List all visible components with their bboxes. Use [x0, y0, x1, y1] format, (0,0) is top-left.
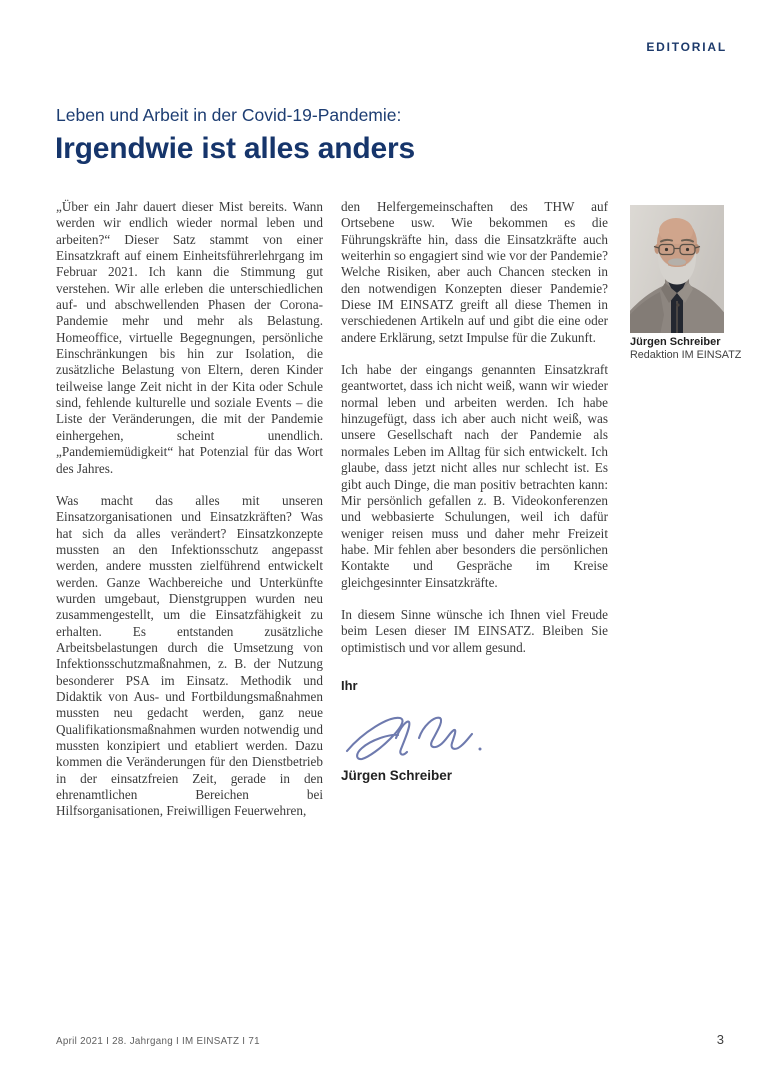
page-title: Irgendwie ist alles anders [55, 132, 415, 165]
paragraph: Was macht das alles mit unseren Einsatzorganisationen und Einsatzkräften? Was hat sich da alles verändert? Einsatzkonzepte mussten an den Infektionsschutz angepasst werden, andere mussten zielführend entwickelt werden. Ganze Wachbereiche und Unterkünfte wurden umgebaut, Dienstgruppen wurden neu zusammengestellt, um die Einsatzfähigkeit zu erhalten. Es entstanden zusätzliche Arbeitsbelastungen durch die Umsetzung von Infektionsschutzmaßnahmen, z. B. der Nutzung besonderer PSA im Einsatz. Methodik und Didaktik von Aus- und Fortbildungsmaßnahmen mussten neu gedacht werden, ganz neue Qualifikationsmaßnahmen wurden notwendig und mussten konzipiert und etabliert werden. Dazu kommen die Veränderungen für den Dienstbetrieb in der einsatzfreien Zeit, gerade in den ehrenamtlichen Bereichen bei Hilfsorganisationen, Freiwilligen Feuerwehren, [56, 492, 323, 819]
paragraph: den Helfergemeinschaften des THW auf Ortsebene usw. Wie bekommen es die Führungskräfte hin, dass die Einsatzkräfte auch weiterhin so engagiert sind wie vor der Pandemie? Welche Risiken, aber auch Chancen stecken in den notwendigen Konzepten dieser Pandemie? Diese IM EINSATZ greift all diese Themen in verschiedenen Artikeln auf und gibt die eine oder andere Erklärung, setzt Impulse für die Zukunft. [341, 199, 608, 345]
article-kicker: Leben und Arbeit in der Covid-19-Pandemie: [56, 105, 402, 125]
signoff-label: Ihr [341, 677, 358, 693]
portrait-caption-role: Redaktion IM EINSATZ [630, 349, 742, 361]
text-column-right [341, 199, 608, 785]
page-number: 3 [716, 1032, 724, 1047]
portrait-illustration [630, 205, 724, 333]
text-column-left [56, 199, 323, 836]
portrait-photo [630, 205, 724, 333]
paragraph: „Über ein Jahr dauert dieser Mist bereits. Wann werden wir endlich wieder normal leben und arbeiten?“ Dieser Satz stammt von einer Einsatzkraft auf einem Einheitsführerlehrgang im Februar 2021. Ich kann die Stimmung gut verstehen. Wir alle erleben die unterschiedlichen auf- und abschwellenden Phasen der Corona-Pandemie mehr und mehr als Belastung. Homeoffice, virtuelle Begegnungen, persönliche Einschränkungen bis hin zur Isolation, die zusätzliche Belastung von Eltern, deren Kinder teilweise lange Zeit nicht in der Kita oder Schule sind, fehlende kulturelle und soziale Events – die Liste der Veränderungen, die mit der Pandemie einhergehen, scheint unendlich. „Pandemiemüdigkeit“ hat Potenzial für das Wort des Jahres. [56, 199, 323, 476]
signature-image [343, 704, 493, 766]
paragraph: In diesem Sinne wünsche ich Ihnen viel Freude beim Lesen dieser IM EINSATZ. Bleiben Sie optimistisch und vor allem gesund. [341, 606, 608, 655]
paragraph: Ich habe der eingangs genannten Einsatzkraft geantwortet, dass ich nicht weiß, wann wir wieder normal leben und arbeiten werden. Ich habe hinzugefügt, dass ich aber auch nicht weiß, was unsere Gesellschaft nach der Pandemie als normales Leben im Alltag für sich entwickelt. Ich glaube, dass jetzt nicht alles nur schlecht ist. Es gibt auch Dinge, die man positiv betrachten kann: Mir persönlich gefallen z. B. Videokonferenzen und webbasierte Schulungen, weil ich dafür weniger reisen muss und daher mehr Freizeit habe. Mir fehlen aber besonders die persönlichen Kontakte und Gespräche im Kreise gleichgesinnter Einsatzkräfte. [341, 362, 608, 590]
portrait-caption [630, 336, 760, 362]
author-name: Jürgen Schreiber [341, 768, 453, 784]
portrait-caption-name: Jürgen Schreiber [630, 336, 721, 348]
footer-issue-info: April 2021 I 28. Jahrgang I IM EINSATZ I 71 [56, 1036, 260, 1047]
section-label: EDITORIAL [646, 40, 727, 54]
